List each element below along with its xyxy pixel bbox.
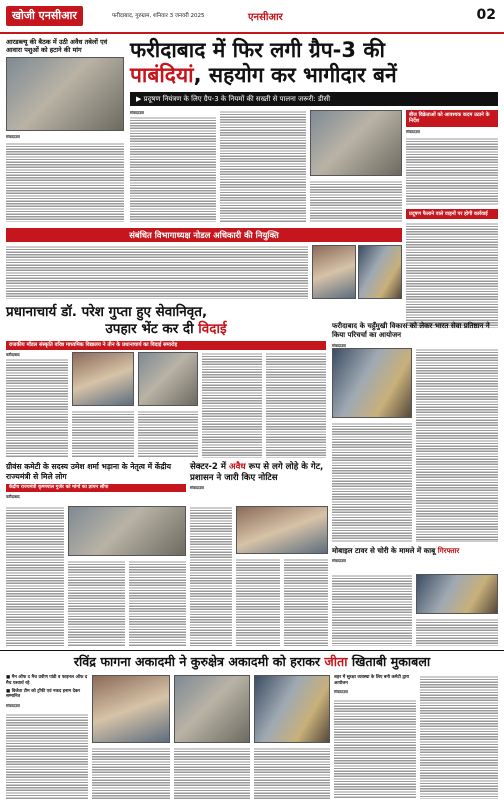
mobile-headline: मोबाइल टावर से चोरी के मामले में काबू गिरफ्तार: [332, 546, 460, 555]
lead-text-col3: [310, 180, 402, 222]
lead-photo: [310, 110, 402, 176]
grievance-text-col1: [6, 506, 64, 646]
principal-story: [6, 304, 326, 350]
nodal-photo-2: [358, 245, 402, 299]
grievance-story: [6, 462, 186, 646]
principal-text-col3: [138, 410, 198, 458]
left-column-story: [6, 38, 124, 224]
left-story-headline: आरडब्ल्यू की बैठक में उठी अवैध तबेलों एवं आवारा पशुओं को हटाने की मांग: [6, 38, 108, 54]
mobile-byline: संवाददाता: [332, 557, 346, 563]
sector2-headline: सेक्टर-2 में अवैध रूप से लगे लोहे के गेट, प्रशासन ने जारी किए नोटिस: [190, 462, 324, 483]
grievance-headline: ग्रीवंस कमेटी के सदस्य उमेश शर्मा भड़ाना के नेतृत्व में केंद्रीय राज्यमंत्री से मिले लोग: [6, 462, 172, 481]
mobile-photo: [416, 574, 498, 614]
lead-strap: ▶ प्रदूषण नियंत्रण के लिए ग्रैप-3 के नियमों की सख्ती से पालना जरूरी: डीसी: [130, 92, 498, 106]
principal-text-col2: [72, 410, 134, 458]
cricket-side-box: [334, 675, 416, 695]
brand-logo: खोजी एनसीआर: [6, 6, 83, 26]
faridabad-dev-story: [332, 322, 498, 542]
nodal-headline: संबंधित विभागाध्यक्ष नोडल अधिकारी की नियुक्ति: [6, 228, 402, 242]
grievance-strap: केंद्रीय राज्यमंत्री कृष्णपाल गुर्जर को मांगों का ज्ञापन सौंपा: [6, 484, 186, 492]
grievance-photo: [68, 506, 186, 556]
sector2-highlight: अवैध: [229, 462, 246, 472]
sidebar-box1-body: [406, 137, 498, 205]
left-story-photo: [6, 57, 124, 131]
nodal-story: [6, 228, 402, 300]
sidebar-box2-title: प्रदूषण फैलाने वाले वाहनों पर होगी कार्रवाई: [406, 209, 498, 219]
cricket-photo-2: [174, 675, 250, 743]
cricket-bullet-1: ■ मैन ऑफ द मैच प्रवीण पांडी व फाइनल ऑफ द मैच यश्वार्थ रहे: [6, 675, 88, 686]
cricket-byline: संवाददाता: [6, 703, 20, 709]
cricket-text-col2: [92, 747, 170, 799]
sidebar-byline: संवाददाता: [406, 128, 420, 134]
principal-byline: फरीदाबाद: [6, 352, 20, 357]
grievance-byline: फरीदाबाद: [6, 494, 20, 500]
bullet-icon: ■: [6, 675, 12, 680]
cricket-text-col1: [6, 713, 88, 799]
sector2-text-col3: [284, 558, 328, 646]
faridabad-dev-photo: [332, 348, 412, 418]
principal-text-col4: [202, 352, 262, 458]
principal-text-col5: [266, 352, 326, 458]
cricket-photo-1: [92, 675, 170, 743]
principal-headline-line1: प्रधानाचार्य डॉ. परेश गुप्ता हुए सेवानिवृत,: [6, 304, 208, 320]
principal-highlight: विदाई: [198, 321, 227, 337]
principal-text-col1: [6, 358, 68, 458]
lead-text-col2: [220, 110, 306, 222]
cricket-photo-3: [254, 675, 330, 743]
lead-body: [130, 110, 402, 224]
principal-photo-2: [138, 352, 198, 406]
cricket-highlight: जीता: [324, 654, 348, 669]
lead-byline: संवाददाता: [130, 110, 144, 115]
cricket-text-col4: [254, 747, 330, 799]
sector2-text-col2: [236, 558, 280, 646]
cricket-headline: रविंद्र फागना अकादमी ने कुरुक्षेत्र अकादमी को हराकर जीता खिताबी मुकाबला: [73, 654, 431, 669]
left-story-body: [6, 142, 124, 222]
page-number: 02: [476, 7, 496, 23]
faridabad-dev-headline: फरीदाबाद के चहुँमुखी विकास को लेकर भारत सेवा प्रतिष्ठान ने किया परिचर्चा का आयोजन: [332, 322, 490, 339]
sector2-text-col1: [190, 506, 232, 646]
mobile-text-col1: [332, 574, 412, 646]
lead-headline-line1: फरीदाबाद में फिर लगी ग्रैप-3 की: [130, 38, 385, 62]
faridabad-dev-text-col1: [416, 348, 498, 542]
sector2-photo: [236, 506, 328, 554]
masthead: [0, 0, 504, 34]
principal-headline-line2: उपहार भेंट कर दी विदाई: [105, 321, 227, 337]
mobile-text-col2: [416, 618, 498, 646]
principal-body: [6, 352, 326, 458]
sidebar: [406, 110, 498, 320]
lead-headline-rest: , सहयोग कर भागीदार बनें: [193, 63, 397, 87]
lead-text-col1: [130, 116, 216, 222]
cricket-story: [0, 650, 504, 800]
faridabad-dev-byline: संवाददाता: [332, 343, 346, 348]
lead-story: [130, 38, 498, 88]
principal-photo-1: [72, 352, 134, 406]
cricket-bullets: [6, 675, 88, 709]
dateline: फरीदाबाद, गुरुग्राम, शनिवार 3 जनवरी 2025: [112, 13, 205, 19]
left-story-byline: संवाददाता: [6, 134, 20, 139]
cricket-text-col6: [420, 675, 498, 799]
cricket-side-title: शहर में सुरक्षा व्यवस्था के लिए बनी कमेटी द्वारा आयोजन: [334, 675, 410, 686]
sector2-story: [190, 462, 328, 646]
cricket-bullet-2: ■ विजेता टीम को ट्रॉफी एवं नकद इनाम देकर सम्मानित: [6, 688, 81, 700]
lead-headline-highlight: पाबंदियां: [130, 63, 194, 87]
nodal-photo-1: [312, 245, 356, 299]
grievance-text-col2: [68, 560, 125, 646]
section-label: एनसीआर: [248, 12, 283, 23]
cricket-text-col3: [174, 747, 250, 799]
lead-headline-line2: [130, 63, 498, 88]
cricket-text-col5: [334, 699, 416, 799]
sidebar-box2-body: [406, 222, 498, 328]
strap-bullet-icon: ▶: [136, 95, 144, 103]
sector2-byline: संवाददाता: [190, 485, 204, 491]
grievance-text-col3: [129, 560, 186, 646]
bullet-icon: ■: [6, 688, 12, 694]
faridabad-dev-text-col2: [332, 422, 412, 542]
mobile-story: [332, 546, 498, 646]
nodal-body: [6, 245, 308, 299]
mobile-highlight: गिरफ्तार: [437, 546, 460, 555]
sidebar-box1-title: बीज विक्रेताओं को आवश्यक कदम उठाने के निर्देश: [406, 110, 498, 127]
cricket-side-byline: संवाददाता: [334, 688, 348, 694]
principal-strap: राजकीय मॉडल संस्कृति वरिष्ठ माध्यमिक विद्यालय ने तीन के प्रधानाचार्य का विदाई समारोह: [6, 341, 326, 350]
